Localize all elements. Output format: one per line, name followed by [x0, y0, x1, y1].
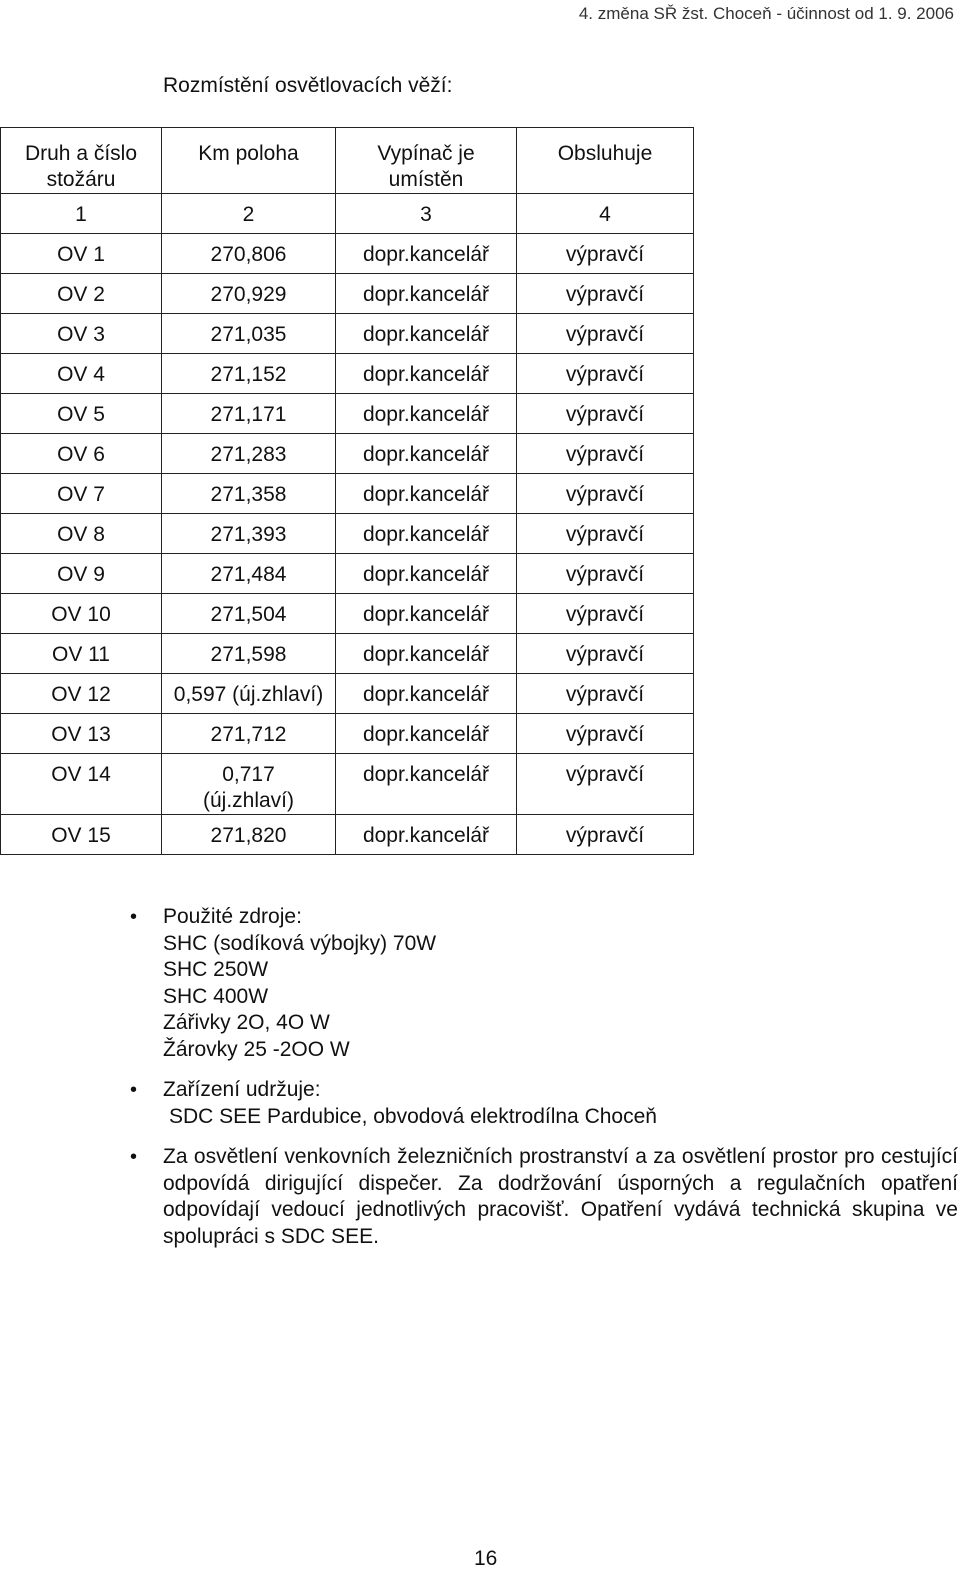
header-mast-type-line1: Druh a číslo [24, 142, 138, 165]
maintenance-title: Zařízení udržuje: [163, 1078, 321, 1101]
source-line: Zářivky 2O, 4O W [163, 1011, 330, 1034]
header-operated-by [517, 128, 694, 194]
list-item-maintenance [130, 1077, 958, 1130]
km-position-note: (új.zhlaví) [202, 789, 295, 812]
table-row [1, 714, 694, 754]
source-line: SHC (sodíková výbojky) 70W [163, 931, 437, 955]
km-position-cell: 271,283 [162, 434, 336, 474]
sources-title: Použité zdroje: [163, 905, 302, 928]
column-number: 2 [162, 194, 336, 234]
operator-cell: výpravčí [517, 394, 694, 434]
column-number-row [1, 194, 694, 234]
km-position-cell: 271,393 [162, 514, 336, 554]
table-row [1, 394, 694, 434]
operator-cell: výpravčí [517, 594, 694, 634]
header-km-position-label: Km poloha [198, 142, 299, 165]
km-position-value: 0,717 [222, 763, 275, 786]
header-switch-location [336, 128, 517, 194]
operator-cell: výpravčí [517, 815, 694, 855]
header-mast-type-line2: stožáru [46, 168, 116, 191]
source-line: SHC 250W [163, 958, 269, 981]
table-row [1, 594, 694, 634]
mast-id-cell: OV 12 [1, 674, 162, 714]
header-switch-location-line2: umístěn [388, 168, 464, 191]
mast-id-cell: OV 8 [1, 514, 162, 554]
switch-location-cell: dopr.kancelář [336, 434, 517, 474]
switch-location-cell: dopr.kancelář [336, 394, 517, 434]
km-position-cell: 271,820 [162, 815, 336, 855]
switch-location-cell: dopr.kancelář [336, 714, 517, 754]
lighting-towers-table [0, 127, 694, 855]
header-mast-type [1, 128, 162, 194]
header-switch-location-line1: Vypínač je [377, 142, 475, 165]
operator-cell: výpravčí [517, 274, 694, 314]
operator-cell: výpravčí [517, 634, 694, 674]
switch-location-cell: dopr.kancelář [336, 234, 517, 274]
notes-list [130, 904, 958, 1264]
table-row [1, 234, 694, 274]
switch-location-cell: dopr.kancelář [336, 474, 517, 514]
source-line: Žárovky 25 -2OO W [163, 1037, 350, 1061]
switch-location-cell: dopr.kancelář [336, 754, 517, 815]
switch-location-cell: dopr.kancelář [336, 594, 517, 634]
column-number: 1 [1, 194, 162, 234]
switch-location-cell: dopr.kancelář [336, 634, 517, 674]
mast-id-cell: OV 7 [1, 474, 162, 514]
table-row [1, 634, 694, 674]
mast-id-cell: OV 4 [1, 354, 162, 394]
table-row [1, 274, 694, 314]
mast-id-cell: OV 9 [1, 554, 162, 594]
operator-cell: výpravčí [517, 234, 694, 274]
operator-cell: výpravčí [517, 714, 694, 754]
page-number: 16 [474, 1547, 498, 1570]
table-row [1, 514, 694, 554]
mast-id-cell: OV 13 [1, 714, 162, 754]
km-position-cell: 271,484 [162, 554, 336, 594]
mast-id-cell: OV 2 [1, 274, 162, 314]
switch-location-cell: dopr.kancelář [336, 274, 517, 314]
responsibility-paragraph: Za osvětlení venkovních železničních prostranství a za osvětlení prostor pro cestující odpovídá dirigující dispečer. Za dodržování úsporných a regulačních opatření odpovídají vedoucí jednotlivých pracovišť. Opatření vydává technická skupina ve spolupráci s SDC SEE. [163, 1145, 958, 1248]
mast-id-cell: OV 1 [1, 234, 162, 274]
source-line: SHC 400W [163, 984, 269, 1008]
operator-cell: výpravčí [517, 434, 694, 474]
table-row [1, 754, 694, 815]
km-position-cell: 0,597 (új.zhlaví) [162, 674, 336, 714]
table-row [1, 314, 694, 354]
km-position-cell: 271,035 [162, 314, 336, 354]
table-row [1, 554, 694, 594]
operator-cell: výpravčí [517, 674, 694, 714]
bullet-icon: • [130, 1146, 138, 1168]
list-item-responsibility [130, 1144, 958, 1250]
km-position-cell: 271,598 [162, 634, 336, 674]
header-operated-by-label: Obsluhuje [557, 142, 653, 165]
operator-cell: výpravčí [517, 554, 694, 594]
operator-cell: výpravčí [517, 474, 694, 514]
list-item-sources [130, 904, 958, 1063]
km-position-cell [162, 754, 336, 815]
switch-location-cell: dopr.kancelář [336, 554, 517, 594]
switch-location-cell: dopr.kancelář [336, 514, 517, 554]
table-row [1, 434, 694, 474]
switch-location-cell: dopr.kancelář [336, 354, 517, 394]
operator-cell: výpravčí [517, 514, 694, 554]
mast-id-cell: OV 14 [1, 754, 162, 815]
km-position-cell: 270,806 [162, 234, 336, 274]
mast-id-cell: OV 6 [1, 434, 162, 474]
operator-cell: výpravčí [517, 754, 694, 815]
document-header-note: 4. změna SŘ žst. Choceň - účinnost od 1. 9. 2006 [578, 4, 954, 23]
table-header-row [1, 128, 694, 194]
operator-cell: výpravčí [517, 354, 694, 394]
mast-id-cell: OV 11 [1, 634, 162, 674]
bullet-icon: • [130, 1079, 138, 1101]
table-row [1, 474, 694, 514]
maintenance-line: SDC SEE Pardubice, obvodová elektrodílna Choceň [169, 1104, 657, 1128]
km-position-cell: 271,152 [162, 354, 336, 394]
section-title: Rozmístění osvětlovacích věží: [163, 74, 453, 97]
mast-id-cell: OV 15 [1, 815, 162, 855]
column-number: 4 [517, 194, 694, 234]
km-position-cell: 271,171 [162, 394, 336, 434]
header-km-position [162, 128, 336, 194]
km-position-cell: 271,358 [162, 474, 336, 514]
bullet-icon: • [130, 906, 138, 928]
switch-location-cell: dopr.kancelář [336, 674, 517, 714]
switch-location-cell: dopr.kancelář [336, 314, 517, 354]
km-position-cell: 270,929 [162, 274, 336, 314]
mast-id-cell: OV 5 [1, 394, 162, 434]
table-row [1, 354, 694, 394]
column-number: 3 [336, 194, 517, 234]
km-position-cell: 271,712 [162, 714, 336, 754]
mast-id-cell: OV 3 [1, 314, 162, 354]
km-position-cell: 271,504 [162, 594, 336, 634]
switch-location-cell: dopr.kancelář [336, 815, 517, 855]
table-row [1, 674, 694, 714]
table-row [1, 815, 694, 855]
operator-cell: výpravčí [517, 314, 694, 354]
mast-id-cell: OV 10 [1, 594, 162, 634]
